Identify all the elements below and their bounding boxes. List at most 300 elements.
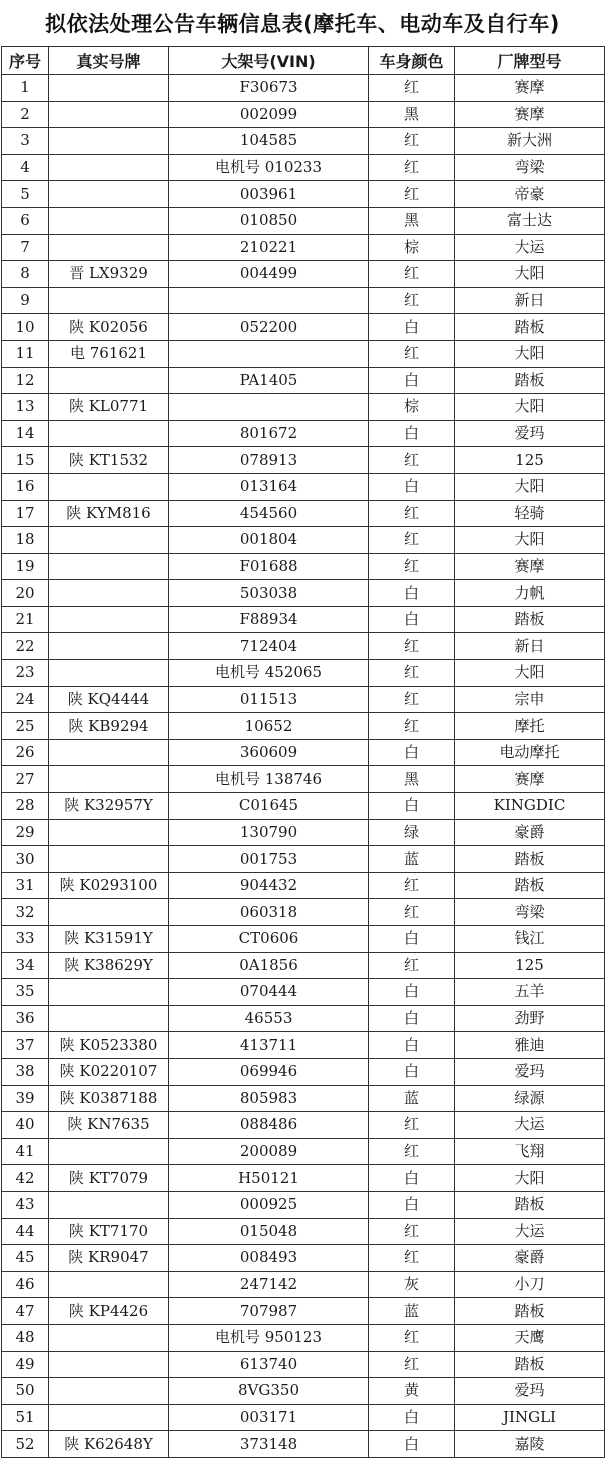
cell-vin: 070444 — [169, 979, 369, 1006]
cell-vin: 001804 — [169, 527, 369, 554]
cell-index: 5 — [2, 181, 49, 208]
table-row — [2, 872, 605, 899]
cell-plate — [49, 739, 169, 766]
cell-model: 摩托 — [455, 713, 605, 740]
table-row — [2, 899, 605, 926]
cell-plate — [49, 1404, 169, 1431]
cell-color: 绿 — [369, 819, 455, 846]
cell-plate — [49, 899, 169, 926]
cell-index: 31 — [2, 872, 49, 899]
cell-model: 力帆 — [455, 580, 605, 607]
cell-plate: 陕 KN7635 — [49, 1112, 169, 1139]
cell-index: 41 — [2, 1138, 49, 1165]
cell-vin: F01688 — [169, 553, 369, 580]
table-row — [2, 101, 605, 128]
cell-plate: 陕 KQ4444 — [49, 686, 169, 713]
cell-vin: 0A1856 — [169, 952, 369, 979]
table-row — [2, 181, 605, 208]
cell-plate — [49, 234, 169, 261]
cell-index: 43 — [2, 1191, 49, 1218]
cell-vin: 373148 — [169, 1431, 369, 1458]
cell-plate — [49, 1324, 169, 1351]
cell-model: 大阳 — [455, 394, 605, 421]
cell-color: 蓝 — [369, 846, 455, 873]
cell-model: 飞翔 — [455, 1138, 605, 1165]
cell-vin: 503038 — [169, 580, 369, 607]
cell-vin: 130790 — [169, 819, 369, 846]
cell-index: 30 — [2, 846, 49, 873]
cell-color: 红 — [369, 1351, 455, 1378]
cell-plate: 陕 K31591Y — [49, 926, 169, 953]
cell-vin: 电机号 138746 — [169, 766, 369, 793]
table-row — [2, 1138, 605, 1165]
table-row — [2, 261, 605, 288]
cell-index: 2 — [2, 101, 49, 128]
cell-color: 黑 — [369, 101, 455, 128]
cell-model: 劲野 — [455, 1005, 605, 1032]
cell-model: 爱玛 — [455, 1378, 605, 1405]
cell-model: 踏板 — [455, 846, 605, 873]
cell-vin: 801672 — [169, 420, 369, 447]
cell-vin: 015048 — [169, 1218, 369, 1245]
cell-index: 37 — [2, 1032, 49, 1059]
cell-vin: 10652 — [169, 713, 369, 740]
cell-model: 踏板 — [455, 1191, 605, 1218]
cell-vin: 电机号 950123 — [169, 1324, 369, 1351]
table-row — [2, 340, 605, 367]
cell-color: 棕 — [369, 394, 455, 421]
cell-vin: 052200 — [169, 314, 369, 341]
vehicle-info-table — [1, 46, 605, 1458]
cell-plate: 陕 K02056 — [49, 314, 169, 341]
cell-model: 弯梁 — [455, 154, 605, 181]
cell-plate — [49, 1351, 169, 1378]
cell-index: 38 — [2, 1058, 49, 1085]
cell-plate: 陕 K0220107 — [49, 1058, 169, 1085]
table-row — [2, 75, 605, 102]
cell-model: 大运 — [455, 1112, 605, 1139]
cell-model: 新大洲 — [455, 128, 605, 155]
cell-plate — [49, 766, 169, 793]
cell-color: 红 — [369, 952, 455, 979]
cell-model: 125 — [455, 952, 605, 979]
cell-index: 16 — [2, 473, 49, 500]
cell-index: 22 — [2, 633, 49, 660]
table-row — [2, 314, 605, 341]
cell-color: 白 — [369, 420, 455, 447]
cell-plate — [49, 101, 169, 128]
cell-plate — [49, 606, 169, 633]
cell-plate: 陕 KL0771 — [49, 394, 169, 421]
cell-vin: 电机号 010233 — [169, 154, 369, 181]
cell-index: 40 — [2, 1112, 49, 1139]
cell-model: 天鹰 — [455, 1324, 605, 1351]
cell-index: 18 — [2, 527, 49, 554]
cell-model: 富士达 — [455, 207, 605, 234]
cell-model: 新日 — [455, 287, 605, 314]
cell-vin: 电机号 452065 — [169, 660, 369, 687]
header-row — [2, 47, 605, 75]
table-row — [2, 553, 605, 580]
cell-color: 黄 — [369, 1378, 455, 1405]
cell-color: 蓝 — [369, 1085, 455, 1112]
cell-vin: 210221 — [169, 234, 369, 261]
cell-plate — [49, 633, 169, 660]
cell-vin: H50121 — [169, 1165, 369, 1192]
table-row — [2, 1431, 605, 1458]
cell-model: 125 — [455, 447, 605, 474]
cell-index: 33 — [2, 926, 49, 953]
cell-index: 9 — [2, 287, 49, 314]
cell-index: 3 — [2, 128, 49, 155]
cell-plate: 陕 K38629Y — [49, 952, 169, 979]
cell-plate: 陕 K0387188 — [49, 1085, 169, 1112]
cell-vin: 008493 — [169, 1245, 369, 1272]
cell-plate — [49, 979, 169, 1006]
cell-color: 白 — [369, 926, 455, 953]
table-row — [2, 1378, 605, 1405]
cell-index: 49 — [2, 1351, 49, 1378]
cell-index: 39 — [2, 1085, 49, 1112]
cell-model: 踏板 — [455, 1351, 605, 1378]
cell-color: 白 — [369, 1005, 455, 1032]
cell-vin — [169, 287, 369, 314]
cell-vin — [169, 340, 369, 367]
cell-index: 47 — [2, 1298, 49, 1325]
cell-color: 红 — [369, 899, 455, 926]
cell-vin: F30673 — [169, 75, 369, 102]
cell-model: KINGDIC — [455, 793, 605, 820]
cell-plate — [49, 1378, 169, 1405]
cell-vin — [169, 394, 369, 421]
cell-color: 白 — [369, 739, 455, 766]
cell-color: 灰 — [369, 1271, 455, 1298]
table-row — [2, 739, 605, 766]
table-row — [2, 713, 605, 740]
cell-model: JINGLI — [455, 1404, 605, 1431]
cell-index: 20 — [2, 580, 49, 607]
cell-index: 11 — [2, 340, 49, 367]
cell-plate — [49, 181, 169, 208]
cell-color: 红 — [369, 1324, 455, 1351]
cell-index: 35 — [2, 979, 49, 1006]
cell-model: 豪爵 — [455, 819, 605, 846]
cell-index: 17 — [2, 500, 49, 527]
cell-vin: 069946 — [169, 1058, 369, 1085]
cell-model: 爱玛 — [455, 420, 605, 447]
cell-color: 白 — [369, 1032, 455, 1059]
cell-index: 14 — [2, 420, 49, 447]
cell-index: 50 — [2, 1378, 49, 1405]
cell-vin: 010850 — [169, 207, 369, 234]
cell-vin: 004499 — [169, 261, 369, 288]
cell-plate — [49, 580, 169, 607]
cell-model: 大阳 — [455, 1165, 605, 1192]
cell-plate: 陕 KT1532 — [49, 447, 169, 474]
cell-color: 白 — [369, 793, 455, 820]
table-row — [2, 394, 605, 421]
cell-vin: 078913 — [169, 447, 369, 474]
cell-index: 26 — [2, 739, 49, 766]
cell-color: 红 — [369, 261, 455, 288]
cell-vin: 000925 — [169, 1191, 369, 1218]
cell-plate: 陕 KT7079 — [49, 1165, 169, 1192]
cell-model: 踏板 — [455, 1298, 605, 1325]
cell-index: 1 — [2, 75, 49, 102]
cell-model: 豪爵 — [455, 1245, 605, 1272]
cell-plate — [49, 1271, 169, 1298]
table-row — [2, 793, 605, 820]
table-row — [2, 819, 605, 846]
cell-plate: 陕 K32957Y — [49, 793, 169, 820]
cell-plate: 陕 KT7170 — [49, 1218, 169, 1245]
cell-index: 10 — [2, 314, 49, 341]
cell-color: 红 — [369, 1138, 455, 1165]
cell-color: 红 — [369, 500, 455, 527]
cell-color: 黑 — [369, 207, 455, 234]
cell-model: 帝豪 — [455, 181, 605, 208]
cell-model: 电动摩托 — [455, 739, 605, 766]
table-row — [2, 420, 605, 447]
cell-vin: 360609 — [169, 739, 369, 766]
cell-plate: 电 761621 — [49, 340, 169, 367]
cell-color: 白 — [369, 580, 455, 607]
cell-vin: 413711 — [169, 1032, 369, 1059]
cell-model: 雅迪 — [455, 1032, 605, 1059]
cell-plate — [49, 473, 169, 500]
table-row — [2, 527, 605, 554]
cell-plate — [49, 819, 169, 846]
cell-color: 棕 — [369, 234, 455, 261]
cell-plate: 陕 K0293100 — [49, 872, 169, 899]
cell-index: 24 — [2, 686, 49, 713]
cell-model: 踏板 — [455, 367, 605, 394]
cell-vin: C01645 — [169, 793, 369, 820]
cell-color: 红 — [369, 75, 455, 102]
cell-vin: 002099 — [169, 101, 369, 128]
cell-vin: 805983 — [169, 1085, 369, 1112]
cell-color: 红 — [369, 181, 455, 208]
cell-index: 21 — [2, 606, 49, 633]
table-row — [2, 979, 605, 1006]
cell-index: 51 — [2, 1404, 49, 1431]
cell-plate: 陕 KYM816 — [49, 500, 169, 527]
table-row — [2, 367, 605, 394]
table-row — [2, 473, 605, 500]
cell-vin: 001753 — [169, 846, 369, 873]
cell-plate — [49, 420, 169, 447]
cell-vin: 46553 — [169, 1005, 369, 1032]
column-header-color: 车身颜色 — [369, 47, 455, 75]
cell-model: 大运 — [455, 234, 605, 261]
cell-plate — [49, 75, 169, 102]
cell-vin: 104585 — [169, 128, 369, 155]
cell-model: 赛摩 — [455, 75, 605, 102]
table-row — [2, 766, 605, 793]
cell-color: 红 — [369, 872, 455, 899]
cell-model: 钱江 — [455, 926, 605, 953]
cell-index: 15 — [2, 447, 49, 474]
table-row — [2, 660, 605, 687]
table-row — [2, 926, 605, 953]
table-row — [2, 447, 605, 474]
cell-plate — [49, 660, 169, 687]
cell-index: 52 — [2, 1431, 49, 1458]
column-header-plate: 真实号牌 — [49, 47, 169, 75]
cell-plate — [49, 367, 169, 394]
table-row — [2, 606, 605, 633]
cell-plate — [49, 287, 169, 314]
cell-model: 赛摩 — [455, 766, 605, 793]
table-row — [2, 686, 605, 713]
table-row — [2, 1058, 605, 1085]
cell-model: 赛摩 — [455, 553, 605, 580]
cell-vin: 8VG350 — [169, 1378, 369, 1405]
cell-model: 大阳 — [455, 261, 605, 288]
cell-index: 36 — [2, 1005, 49, 1032]
cell-plate — [49, 1005, 169, 1032]
cell-plate: 陕 K0523380 — [49, 1032, 169, 1059]
cell-index: 19 — [2, 553, 49, 580]
table-header — [2, 47, 605, 75]
cell-color: 红 — [369, 447, 455, 474]
cell-color: 红 — [369, 553, 455, 580]
table-row — [2, 1112, 605, 1139]
cell-vin: 060318 — [169, 899, 369, 926]
cell-plate — [49, 128, 169, 155]
cell-model: 嘉陵 — [455, 1431, 605, 1458]
cell-index: 44 — [2, 1218, 49, 1245]
cell-index: 45 — [2, 1245, 49, 1272]
table-row — [2, 128, 605, 155]
cell-index: 42 — [2, 1165, 49, 1192]
cell-color: 白 — [369, 979, 455, 1006]
cell-color: 白 — [369, 1404, 455, 1431]
cell-color: 白 — [369, 1431, 455, 1458]
cell-plate — [49, 553, 169, 580]
cell-vin: 011513 — [169, 686, 369, 713]
table-row — [2, 207, 605, 234]
cell-index: 34 — [2, 952, 49, 979]
cell-index: 27 — [2, 766, 49, 793]
cell-model: 弯梁 — [455, 899, 605, 926]
cell-vin: CT0606 — [169, 926, 369, 953]
cell-plate: 陕 KR9047 — [49, 1245, 169, 1272]
cell-model: 大阳 — [455, 660, 605, 687]
table-row — [2, 1191, 605, 1218]
cell-index: 13 — [2, 394, 49, 421]
table-row — [2, 154, 605, 181]
cell-index: 25 — [2, 713, 49, 740]
table-row — [2, 1032, 605, 1059]
cell-plate — [49, 846, 169, 873]
cell-color: 白 — [369, 606, 455, 633]
cell-model: 宗申 — [455, 686, 605, 713]
table-row — [2, 1404, 605, 1431]
cell-model: 赛摩 — [455, 101, 605, 128]
table-row — [2, 633, 605, 660]
cell-color: 白 — [369, 367, 455, 394]
cell-color: 红 — [369, 660, 455, 687]
cell-color: 红 — [369, 287, 455, 314]
column-header-index: 序号 — [2, 47, 49, 75]
cell-vin: 013164 — [169, 473, 369, 500]
table-row — [2, 1351, 605, 1378]
column-header-model: 厂牌型号 — [455, 47, 605, 75]
table-row — [2, 1271, 605, 1298]
cell-color: 白 — [369, 1058, 455, 1085]
cell-color: 白 — [369, 473, 455, 500]
cell-color: 红 — [369, 1218, 455, 1245]
cell-model: 五羊 — [455, 979, 605, 1006]
cell-model: 大运 — [455, 1218, 605, 1245]
cell-index: 29 — [2, 819, 49, 846]
page-title: 拟依法处理公告车辆信息表(摩托车、电动车及自行车) — [45, 12, 560, 36]
cell-vin: F88934 — [169, 606, 369, 633]
cell-color: 红 — [369, 340, 455, 367]
cell-vin: 904432 — [169, 872, 369, 899]
cell-index: 23 — [2, 660, 49, 687]
cell-plate: 晋 LX9329 — [49, 261, 169, 288]
cell-index: 48 — [2, 1324, 49, 1351]
cell-vin: 200089 — [169, 1138, 369, 1165]
cell-vin: 003961 — [169, 181, 369, 208]
cell-color: 蓝 — [369, 1298, 455, 1325]
cell-index: 32 — [2, 899, 49, 926]
cell-index: 7 — [2, 234, 49, 261]
table-row — [2, 1324, 605, 1351]
cell-color: 红 — [369, 686, 455, 713]
cell-color: 白 — [369, 314, 455, 341]
cell-vin: 707987 — [169, 1298, 369, 1325]
cell-model: 大阳 — [455, 527, 605, 554]
cell-color: 黑 — [369, 766, 455, 793]
cell-vin: 088486 — [169, 1112, 369, 1139]
cell-vin: 454560 — [169, 500, 369, 527]
table-row — [2, 580, 605, 607]
cell-index: 4 — [2, 154, 49, 181]
cell-vin: 003171 — [169, 1404, 369, 1431]
column-header-vin: 大架号(VIN) — [169, 47, 369, 75]
cell-plate — [49, 1191, 169, 1218]
cell-color: 红 — [369, 1112, 455, 1139]
table-row — [2, 500, 605, 527]
cell-plate — [49, 1138, 169, 1165]
cell-index: 8 — [2, 261, 49, 288]
cell-vin: 247142 — [169, 1271, 369, 1298]
cell-color: 白 — [369, 1165, 455, 1192]
cell-model: 大阳 — [455, 340, 605, 367]
cell-model: 大阳 — [455, 473, 605, 500]
cell-model: 新日 — [455, 633, 605, 660]
cell-color: 红 — [369, 633, 455, 660]
cell-vin: 613740 — [169, 1351, 369, 1378]
cell-model: 爱玛 — [455, 1058, 605, 1085]
cell-color: 红 — [369, 527, 455, 554]
table-row — [2, 1165, 605, 1192]
cell-color: 红 — [369, 1245, 455, 1272]
table-row — [2, 952, 605, 979]
cell-index: 6 — [2, 207, 49, 234]
cell-color: 红 — [369, 713, 455, 740]
cell-color: 红 — [369, 154, 455, 181]
table-row — [2, 1085, 605, 1112]
table-row — [2, 846, 605, 873]
table-row — [2, 287, 605, 314]
cell-color: 白 — [369, 1191, 455, 1218]
cell-vin: PA1405 — [169, 367, 369, 394]
cell-model: 踏板 — [455, 872, 605, 899]
